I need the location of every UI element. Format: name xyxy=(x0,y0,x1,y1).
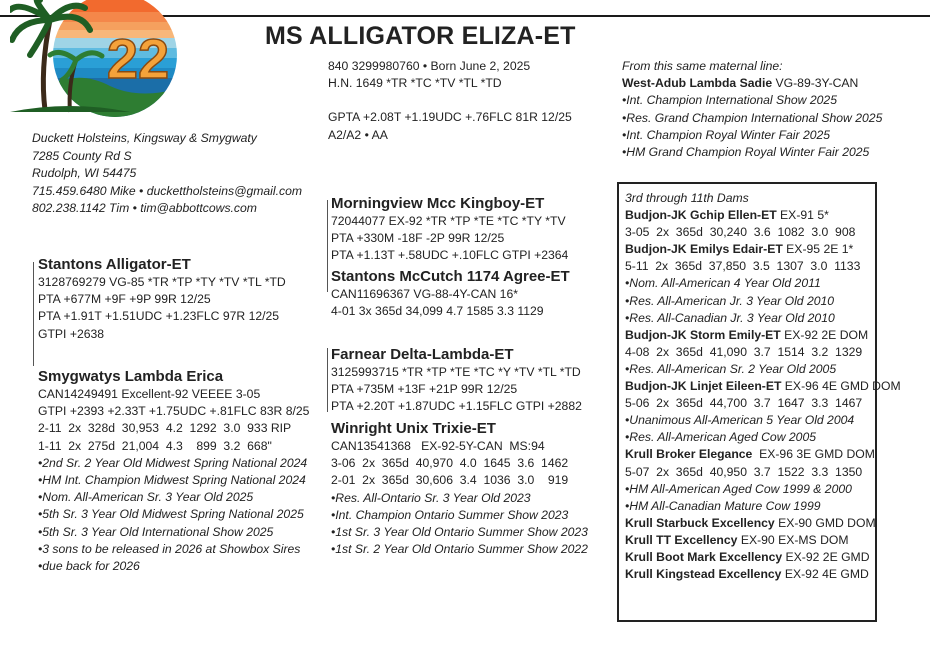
dam-name: Smygwatys Lambda Erica xyxy=(38,368,224,385)
dam-sire-line: PTA +2.20T +1.87UDC +1.15FLC GTPI +2882 xyxy=(331,399,582,414)
dams-box xyxy=(617,182,901,622)
maternal-award: •Int. Champion Royal Winter Fair 2025 xyxy=(622,127,831,142)
dam-award: •HM Int. Champion Midwest Spring National 2024 xyxy=(38,473,306,488)
maternal-award: •HM Grand Champion Royal Winter Fair 2025 xyxy=(622,145,870,160)
dam-award: •2nd Sr. 2 Year Old Midwest Spring National 2024 xyxy=(38,455,308,470)
contact-city: Rudolph, WI 54475 xyxy=(32,166,137,181)
sire-sire-line: 72044077 EX-92 *TR *TP *TE *TC *TY *TV xyxy=(331,214,566,228)
dam-entry-award: •Nom. All-American 4 Year Old 2011 xyxy=(625,276,821,291)
logo-number: 22 xyxy=(106,27,170,90)
dam-award: •5th Sr. 3 Year Old International Show 2025 xyxy=(38,524,274,539)
sire-dam-block xyxy=(331,268,570,320)
contact-tim: 802.238.1142 Tim • tim@abbottcows.com xyxy=(32,201,257,216)
maternal-score: VG-89-3Y-CAN xyxy=(772,76,859,91)
sire-name: Stantons Alligator-ET xyxy=(38,256,191,273)
sire-dam-line: CAN11696367 VG-88-4Y-CAN 16* xyxy=(331,287,518,301)
sire-line: 3128769279 VG-85 *TR *TP *TY *TV *TL *TD xyxy=(38,275,286,289)
sire-line: GTPI +2638 xyxy=(38,326,105,341)
sire-dam-line: 4-01 3x 365d 34,099 4.7 1585 3.3 1129 xyxy=(331,304,544,319)
dam-entry-record: 5-11 2x 365d 37,850 3.5 1307 3.0 1133 xyxy=(625,259,861,274)
dam-entry-score: EX-96 3E GMD DOM xyxy=(752,447,875,462)
dam-award: •5th Sr. 3 Year Old Midwest Spring National 2025 xyxy=(38,507,304,522)
dam-entry-name: Budjon-JK Storm Emily-ET xyxy=(625,327,781,342)
dams-box-heading: 3rd through 11th Dams xyxy=(625,191,749,205)
sire-sire-line: PTA +1.13T +.58UDC +.10FLC GTPI +2364 xyxy=(331,248,569,263)
pedigree-bracket-sire xyxy=(327,200,328,292)
maternal-award: •Res. Grand Champion International Show 2025 xyxy=(622,110,883,125)
header-info xyxy=(328,58,572,144)
dam-entry-record: 5-06 2x 365d 44,700 3.7 1647 3.3 1467 xyxy=(625,396,863,411)
contact-block xyxy=(32,130,302,218)
dam-entry-name: Krull TT Excellency xyxy=(625,532,738,547)
maternal-line-block xyxy=(622,58,882,161)
sire-dam-name: Stantons McCutch 1174 Agree-ET xyxy=(331,268,570,285)
dam-award: •3 sons to be released in 2026 at Showbox Sires xyxy=(38,541,301,556)
dam-entry-score: EX-92 4E GMD xyxy=(781,567,869,582)
dam-entry-score: EX-92 2E DOM xyxy=(780,327,869,342)
dam-entry-name: Krull Starbuck Excellency xyxy=(625,515,775,530)
dam-entry-award: •HM All-American Aged Cow 1999 & 2000 xyxy=(625,481,852,496)
dam-entry-score: EX-96 4E GMD DOM xyxy=(781,379,901,394)
dam-dam-block xyxy=(331,420,588,558)
dam-entry-score: EX-91 5* xyxy=(776,208,829,223)
sire-sire-block xyxy=(331,195,568,265)
dam-dam-award: •Int. Champion Ontario Summer Show 2023 xyxy=(331,507,569,522)
dam-dam-line: CAN13541368 EX-92-5Y-CAN MS:94 xyxy=(331,439,545,453)
dam-sire-line: PTA +735M +13F +21P 99R 12/25 xyxy=(331,382,518,397)
dam-entry-award: •Res. All-Canadian Jr. 3 Year Old 2010 xyxy=(625,310,835,325)
dam-sire-line: 3125993715 *TR *TP *TE *TC *Y *TV *TL *TD xyxy=(331,365,581,379)
dam-entry-award: •HM All-Canadian Mature Cow 1999 xyxy=(625,498,821,513)
contact-address: 7285 County Rd S xyxy=(32,148,132,163)
dam-entry-score: EX-92 2E GMD xyxy=(782,549,870,564)
contact-farm: Duckett Holsteins, Kingsway & Smygwaty xyxy=(32,131,257,145)
dam-line: CAN14249491 Excellent-92 VEEEE 3-05 xyxy=(38,387,261,401)
spacer-line xyxy=(328,92,572,109)
dam-entry-name: Krull Kingstead Excellency xyxy=(625,567,782,582)
dam-entry-score: EX-90 EX-MS DOM xyxy=(737,532,849,547)
sire-line: PTA +677M +9F +9P 99R 12/25 xyxy=(38,292,211,307)
dam-entry-award: •Unanimous All-American 5 Year Old 2004 xyxy=(625,413,855,428)
pedigree-bracket-dam xyxy=(327,348,328,412)
dam-entry-record: 3-05 2x 365d 30,240 3.6 1082 3.0 908 xyxy=(625,225,856,240)
dam-line: 2-11 2x 328d 30,953 4.2 1292 3.0 933 RIP xyxy=(38,421,292,436)
dam-entry-name: Krull Boot Mark Excellency xyxy=(625,549,783,564)
dam-dam-line: 2-01 2x 365d 30,606 3.4 1036 3.0 919 xyxy=(331,473,569,488)
contact-mike: 715.459.6480 Mike • duckettholsteins@gmail.com xyxy=(32,183,303,198)
dam-block xyxy=(38,368,309,575)
gpta-line: GPTA +2.08T +1.19UDC +.76FLC 81R 12/25 xyxy=(328,110,572,125)
dam-award: •Nom. All-American Sr. 3 Year Old 2025 xyxy=(38,490,254,505)
sunset-palm-logo xyxy=(10,0,180,120)
sire-line: PTA +1.91T +1.51UDC +1.23FLC 97R 12/25 xyxy=(38,309,280,324)
dam-entry-name: Krull Broker Elegance xyxy=(625,447,753,462)
sire-block xyxy=(38,256,286,343)
dam-entry-name: Budjon-JK Linjet Eileen-ET xyxy=(625,379,782,394)
dam-dam-award: •1st Sr. 2 Year Old Ontario Summer Show 2022 xyxy=(331,542,588,557)
dam-dam-line: 3-06 2x 365d 40,970 4.0 1645 3.6 1462 xyxy=(331,456,569,471)
page-title: MS ALLIGATOR ELIZA-ET xyxy=(265,22,576,50)
dam-line: GTPI +2393 +2.33T +1.75UDC +.81FLC 83R 8/25 xyxy=(38,404,310,419)
registration-line: 840 3299980760 • Born June 2, 2025 xyxy=(328,59,531,73)
dam-sire-block xyxy=(331,346,582,416)
dam-entry-award: •Res. All-American Jr. 3 Year Old 2010 xyxy=(625,293,835,308)
dam-entry-record: 4-08 2x 365d 41,090 3.7 1514 3.2 1329 xyxy=(625,344,863,359)
dam-line: 1-11 2x 275d 21,004 4.3 899 3.2 668" xyxy=(38,438,272,453)
dam-entry-name: Budjon-JK Gchip Ellen-ET xyxy=(625,208,777,223)
dam-entry-score: EX-90 GMD DOM xyxy=(774,515,876,530)
dam-award: •due back for 2026 xyxy=(38,559,140,574)
dam-entry-name: Budjon-JK Emilys Edair-ET xyxy=(625,242,783,257)
sire-sire-line: PTA +330M -18F -2P 99R 12/25 xyxy=(331,231,505,246)
dam-entry-score: EX-95 2E 1* xyxy=(782,242,854,257)
dam-sire-name: Farnear Delta-Lambda-ET xyxy=(331,346,514,363)
maternal-award: •Int. Champion International Show 2025 xyxy=(622,93,837,108)
pedigree-bracket-left xyxy=(33,262,34,366)
dam-entry-record: 5-07 2x 365d 40,950 3.7 1522 3.3 1350 xyxy=(625,464,863,479)
maternal-name: West-Adub Lambda Sadie xyxy=(622,76,773,91)
dam-dam-award: •Res. All-Ontario Sr. 3 Year Old 2023 xyxy=(331,490,531,505)
dam-dam-award: •1st Sr. 3 Year Old Ontario Summer Show 2023 xyxy=(331,525,588,540)
hn-line: H.N. 1649 *TR *TC *TV *TL *TD xyxy=(328,76,502,91)
dam-entry-award: •Res. All-American Sr. 2 Year Old 2005 xyxy=(625,361,837,376)
a2-line: A2/A2 • AA xyxy=(328,127,388,142)
dam-entry-award: •Res. All-American Aged Cow 2005 xyxy=(625,430,817,445)
dam-dam-name: Winright Unix Trixie-ET xyxy=(331,420,496,437)
sire-sire-name: Morningview Mcc Kingboy-ET xyxy=(331,195,545,212)
maternal-intro: From this same maternal line: xyxy=(622,59,783,73)
